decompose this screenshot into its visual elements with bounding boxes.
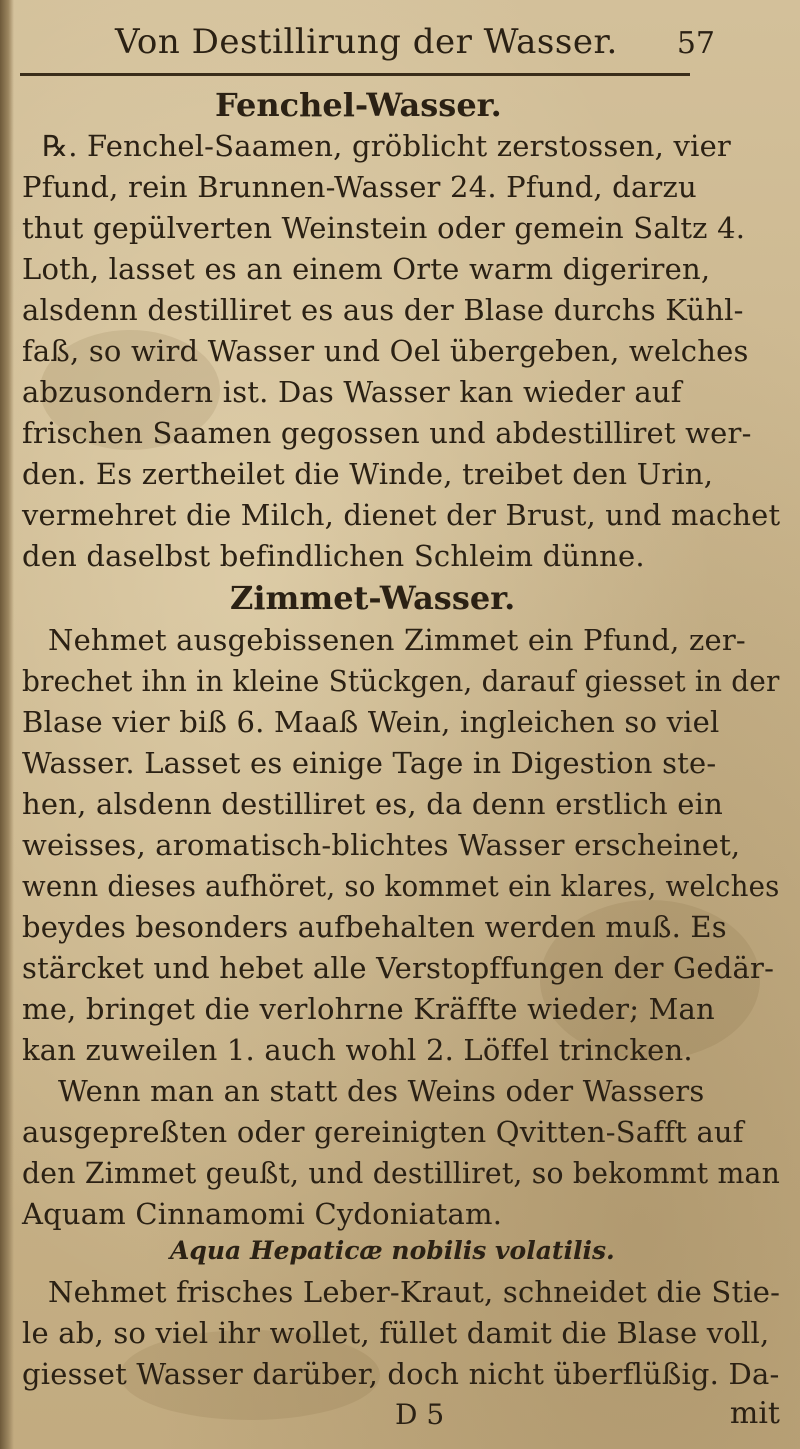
section-heading-zimmet: Zimmet-Wasser. [230, 579, 516, 617]
text-line: Blase vier biß 6. Maaß Wein, ingleichen so viel [22, 705, 720, 739]
text-line: ausgepreßten oder gereinigten Qvitten-Safft auf [22, 1115, 744, 1149]
signature-mark: D 5 [395, 1398, 445, 1431]
running-head [115, 22, 715, 72]
text-line: ℞. Fenchel-Saamen, gröblicht zerstossen, vier [42, 129, 731, 163]
text-line: alsdenn destilliret es aus der Blase durchs Kühl- [22, 293, 744, 327]
section-heading-fenchel: Fenchel-Wasser. [215, 86, 502, 124]
running-head-title: Von Destillirung der Wasser. [115, 22, 618, 62]
text-line: Aquam Cinnamomi Cydoniatam. [22, 1197, 503, 1231]
text-line: wenn dieses aufhöret, so kommet ein klares, welches [22, 869, 780, 903]
text-line: abzusondern ist. Das Wasser kan wieder auf [22, 375, 682, 409]
page-gutter [0, 0, 14, 1449]
text-line: me, bringet die verlohrne Kräffte wieder; Man [22, 992, 715, 1026]
text-line: le ab, so viel ihr wollet, füllet damit die Blase voll, [22, 1316, 770, 1350]
text-line: kan zuweilen 1. auch wohl 2. Löffel trincken. [22, 1033, 693, 1067]
text-line: frischen Saamen gegossen und abdestilliret wer- [22, 416, 752, 450]
text-line: brechet ihn in kleine Stückgen, darauf giesset in der [22, 664, 780, 698]
text-line: Wenn man an statt des Weins oder Wassers [58, 1074, 705, 1108]
text-line: Nehmet ausgebissenen Zimmet ein Pfund, zer- [48, 623, 746, 657]
page-number: 57 [676, 26, 715, 61]
text-line: Nehmet frisches Leber-Kraut, schneidet die Stie- [48, 1275, 781, 1309]
text-line: faß, so wird Wasser und Oel übergeben, welches [22, 334, 749, 368]
text-line: hen, alsdenn destilliret es, da denn erstlich ein [22, 787, 723, 821]
text-line: giesset Wasser darüber, doch nicht überflüßig. Da- [22, 1357, 780, 1391]
text-line: thut gepülverten Weinstein oder gemein Saltz 4. [22, 211, 746, 245]
text-line: beydes besonders aufbehalten werden muß. Es [22, 910, 727, 944]
section-heading-aqua-hepatica: Aqua Hepaticæ nobilis volatilis. [170, 1236, 615, 1265]
header-rule [20, 73, 690, 76]
text-line: den daselbst befindlichen Schleim dünne. [22, 539, 645, 573]
text-line: Pfund, rein Brunnen-Wasser 24. Pfund, darzu [22, 170, 697, 204]
text-line: Wasser. Lasset es einige Tage in Digestion ste- [22, 746, 717, 780]
catchword: mit [729, 1396, 780, 1431]
text-line: Loth, lasset es an einem Orte warm digeriren, [22, 252, 711, 286]
text-line: vermehret die Milch, dienet der Brust, und machet [22, 498, 781, 532]
text-line: stärcket und hebet alle Verstopffungen der Gedär- [22, 951, 775, 985]
text-line: den. Es zertheilet die Winde, treibet den Urin, [22, 457, 714, 491]
text-line: weisses, aromatisch-blichtes Wasser erscheinet, [22, 828, 741, 862]
text-line: den Zimmet geußt, und destilliret, so bekommt man [22, 1156, 781, 1190]
